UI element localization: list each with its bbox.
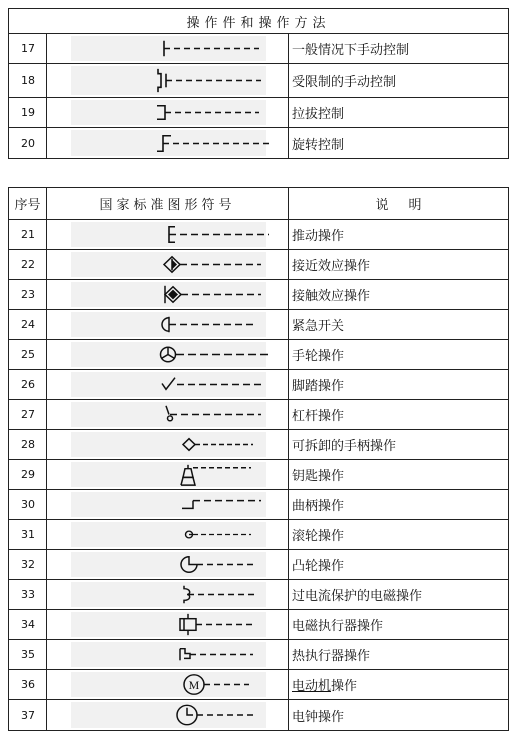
header-description: 说 明 — [289, 188, 509, 220]
row-description: 热执行器操作 — [289, 640, 509, 670]
removable-handle-icon — [47, 430, 287, 459]
pull-control-icon — [47, 98, 287, 127]
table-row — [9, 670, 509, 700]
table-row — [9, 310, 509, 340]
manual-control-general-icon — [47, 34, 287, 63]
row-number: 31 — [9, 520, 47, 550]
row-description: 电钟操作 — [289, 700, 509, 731]
table-row — [9, 64, 509, 98]
emergency-switch-icon — [47, 310, 287, 339]
key-icon — [47, 460, 287, 489]
row-number: 36 — [9, 670, 47, 700]
table-row — [9, 610, 509, 640]
row-number: 18 — [9, 64, 47, 98]
row-number: 32 — [9, 550, 47, 580]
motor-letter: M — [188, 678, 200, 692]
table-row — [9, 98, 509, 128]
push-operation-icon — [47, 220, 287, 249]
row-number: 22 — [9, 250, 47, 280]
row-description: 接近效应操作 — [289, 250, 509, 280]
table-row — [9, 220, 509, 250]
touch-effect-icon — [47, 280, 287, 309]
row-number: 34 — [9, 610, 47, 640]
table-row — [9, 34, 509, 64]
operating-methods-table-2 — [8, 187, 509, 731]
table-row — [9, 370, 509, 400]
lever-icon — [47, 400, 287, 429]
row-description: 杠杆操作 — [289, 400, 509, 430]
header-symbol: 国家标准图形符号 — [47, 188, 289, 220]
row-number: 23 — [9, 280, 47, 310]
row-description: 脚踏操作 — [289, 370, 509, 400]
row-description: 电动机操作 — [289, 670, 509, 700]
manual-control-restricted-icon — [47, 64, 287, 97]
proximity-effect-icon — [47, 250, 287, 279]
overcurrent-electromagnetic-icon — [47, 580, 287, 609]
row-description: 过电流保护的电磁操作 — [289, 580, 509, 610]
row-number: 19 — [9, 98, 47, 128]
table-row — [9, 340, 509, 370]
table-row — [9, 128, 509, 159]
table-row — [9, 640, 509, 670]
row-description: 旋转控制 — [289, 128, 509, 159]
row-description: 电磁执行器操作 — [289, 610, 509, 640]
roller-icon — [47, 520, 287, 549]
row-description: 推动操作 — [289, 220, 509, 250]
row-number: 29 — [9, 460, 47, 490]
row-number: 27 — [9, 400, 47, 430]
header-number: 序号 — [9, 188, 47, 220]
motor-icon — [47, 670, 287, 699]
rotary-control-icon — [47, 128, 287, 158]
row-description: 滚轮操作 — [289, 520, 509, 550]
row-number: 26 — [9, 370, 47, 400]
handwheel-icon — [47, 340, 287, 369]
row-number: 21 — [9, 220, 47, 250]
row-description: 钥匙操作 — [289, 460, 509, 490]
table-row — [9, 580, 509, 610]
operating-methods-table-1 — [8, 8, 509, 159]
row-number: 33 — [9, 580, 47, 610]
row-number: 30 — [9, 490, 47, 520]
row-description: 受限制的手动控制 — [289, 64, 509, 98]
row-description: 拉拔控制 — [289, 98, 509, 128]
row-description: 曲柄操作 — [289, 490, 509, 520]
table-title: 操作件和操作方法 — [9, 9, 509, 34]
row-description: 手轮操作 — [289, 340, 509, 370]
cam-icon — [47, 550, 287, 579]
row-number: 17 — [9, 34, 47, 64]
row-number: 20 — [9, 128, 47, 159]
crank-icon — [47, 490, 287, 519]
table-row — [9, 460, 509, 490]
table-row — [9, 280, 509, 310]
table-row — [9, 250, 509, 280]
table-row — [9, 700, 509, 731]
row-description: 凸轮操作 — [289, 550, 509, 580]
row-description: 紧急开关 — [289, 310, 509, 340]
table-row — [9, 490, 509, 520]
row-description: 可拆卸的手柄操作 — [289, 430, 509, 460]
table-row — [9, 430, 509, 460]
electromagnetic-actuator-icon — [47, 610, 287, 639]
row-description: 接触效应操作 — [289, 280, 509, 310]
table-header-row — [9, 188, 509, 220]
table-row — [9, 550, 509, 580]
thermal-actuator-icon — [47, 640, 287, 669]
row-description: 一般情况下手动控制 — [289, 34, 509, 64]
row-number: 24 — [9, 310, 47, 340]
row-number: 25 — [9, 340, 47, 370]
pedal-icon — [47, 370, 287, 399]
row-number: 28 — [9, 430, 47, 460]
table-row — [9, 520, 509, 550]
row-number: 37 — [9, 700, 47, 731]
clock-icon — [47, 700, 287, 730]
table-row — [9, 400, 509, 430]
row-number: 35 — [9, 640, 47, 670]
